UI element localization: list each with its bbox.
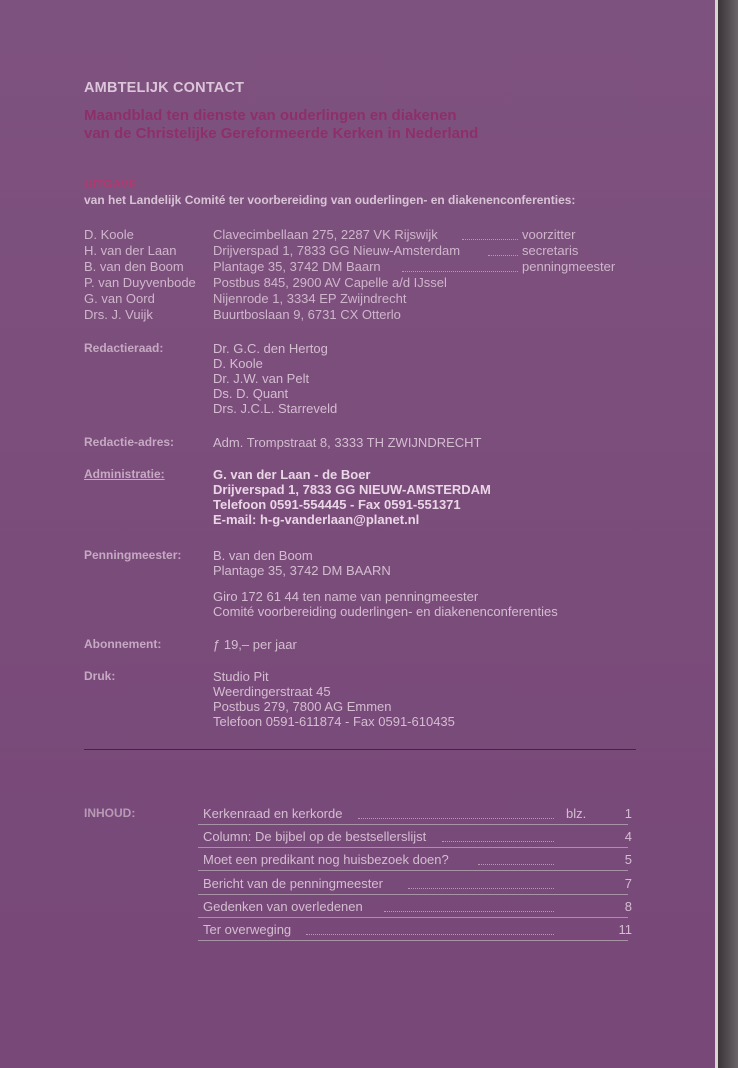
toc-item-page: 1: [624, 806, 632, 821]
toc-item-page: 4: [624, 829, 632, 844]
magazine-title: AMBTELIJK CONTACT: [84, 80, 245, 96]
toc-separator: [198, 824, 628, 825]
committee-name: Drs. J. Vuijk: [84, 307, 153, 322]
redactie-adres-label: Redactie-adres:: [84, 435, 175, 449]
leader-dots: [478, 864, 554, 865]
leader-dots: [462, 239, 518, 240]
toc-item-title[interactable]: Bericht van de penningmeester: [203, 876, 383, 891]
redactieraad-label: Redactieraad:: [84, 341, 164, 355]
toc-separator: [198, 917, 628, 918]
committee-address: Drijverspad 1, 7833 GG Nieuw-Amsterdam: [213, 243, 461, 258]
toc-separator: [198, 870, 628, 871]
committee-address: Nijenrode 1, 3334 EP Zwijndrecht: [213, 291, 407, 306]
committee-name: G. van Oord: [84, 291, 155, 306]
committee-address: Buurtboslaan 9, 6731 CX Otterlo: [213, 307, 401, 322]
committee-name: D. Koole: [84, 227, 134, 242]
administratie-line: Telefoon 0591-554445 - Fax 0591-551371: [213, 497, 461, 512]
druk-line: Postbus 279, 7800 AG Emmen: [213, 699, 392, 714]
leader-dots: [402, 271, 518, 272]
giro-line: Comité voorbereiding ouderlingen- en diakenenconferenties: [213, 604, 558, 619]
leader-dots: [384, 911, 554, 912]
redactieraad-member: Ds. D. Quant: [213, 386, 289, 401]
committee-name: B. van den Boom: [84, 259, 184, 274]
binding-shadow: [718, 0, 738, 1068]
druk-line: Studio Pit: [213, 669, 269, 684]
toc-separator: [198, 940, 628, 941]
section-divider: [84, 749, 636, 750]
toc-separator: [198, 847, 628, 848]
toc-blz-label: blz.: [566, 806, 587, 821]
druk-label: Druk:: [84, 669, 116, 683]
committee-name: P. van Duyvenbode: [84, 275, 196, 290]
penningmeester-line: B. van den Boom: [213, 548, 313, 563]
penningmeester-line: Plantage 35, 3742 DM BAARN: [213, 563, 391, 578]
abonnement-label: Abonnement:: [84, 637, 162, 651]
committee-role: secretaris: [522, 243, 579, 258]
inhoud-label: INHOUD:: [84, 806, 136, 820]
druk-line: Telefoon 0591-611874 - Fax 0591-610435: [213, 714, 455, 729]
toc-item-page: 7: [624, 876, 632, 891]
giro-line: Giro 172 61 44 ten name van penningmeester: [213, 589, 479, 604]
toc-item-title[interactable]: Ter overweging: [203, 922, 292, 937]
magazine-subtitle: [84, 107, 478, 143]
toc-item-title[interactable]: Kerkenraad en kerkorde: [203, 806, 343, 821]
administratie-label: Administratie:: [84, 467, 165, 481]
toc-item-title[interactable]: Gedenken van overledenen: [203, 899, 363, 914]
administratie-email: E-mail: h-g-vanderlaan@planet.nl: [213, 512, 420, 527]
administratie-line: G. van der Laan - de Boer: [213, 467, 371, 482]
redactieraad-member: Dr. J.W. van Pelt: [213, 371, 310, 386]
penningmeester-label: Penningmeester:: [84, 548, 182, 562]
toc-item-page: 11: [618, 922, 632, 937]
subtitle-line: Maandblad ten dienste van ouderlingen en diakenen: [84, 107, 457, 124]
uitgave-text: van het Landelijk Comité ter voorbereiding van ouderlingen- en diakenenconferenties:: [84, 193, 576, 207]
toc-separator: [198, 894, 628, 895]
abonnement-value: ƒ 19,– per jaar: [213, 637, 297, 652]
committee-role: penningmeester: [522, 259, 616, 274]
leader-dots: [442, 841, 554, 842]
redactieraad-member: D. Koole: [213, 356, 263, 371]
leader-dots: [488, 255, 518, 256]
leader-dots: [408, 888, 554, 889]
leader-dots: [306, 934, 554, 935]
administratie-line: Drijverspad 1, 7833 GG NIEUW-AMSTERDAM: [213, 482, 491, 497]
committee-address: Postbus 845, 2900 AV Capelle a/d IJssel: [213, 275, 447, 290]
toc-item-title[interactable]: Moet een predikant nog huisbezoek doen?: [203, 852, 449, 867]
toc-item-title[interactable]: Column: De bijbel op de bestsellerslijst: [203, 829, 427, 844]
toc-item-page: 8: [624, 899, 632, 914]
uitgave-heading: UITGAVE: [84, 177, 137, 191]
subtitle-line: van de Christelijke Gereformeerde Kerken in Nederland: [84, 125, 479, 142]
committee-address: Plantage 35, 3742 DM Baarn: [213, 259, 381, 274]
redactie-adres-value: Adm. Trompstraat 8, 3333 TH ZWIJNDRECHT: [213, 435, 482, 450]
toc-item-page: 5: [624, 852, 632, 867]
leader-dots: [358, 818, 554, 819]
redactieraad-member: Drs. J.C.L. Starreveld: [213, 401, 338, 416]
druk-line: Weerdingerstraat 45: [213, 684, 331, 699]
committee-role: voorzitter: [522, 227, 576, 242]
committee-address: Clavecimbellaan 275, 2287 VK Rijswijk: [213, 227, 438, 242]
committee-name: H. van der Laan: [84, 243, 177, 258]
redactieraad-member: Dr. G.C. den Hertog: [213, 341, 328, 356]
